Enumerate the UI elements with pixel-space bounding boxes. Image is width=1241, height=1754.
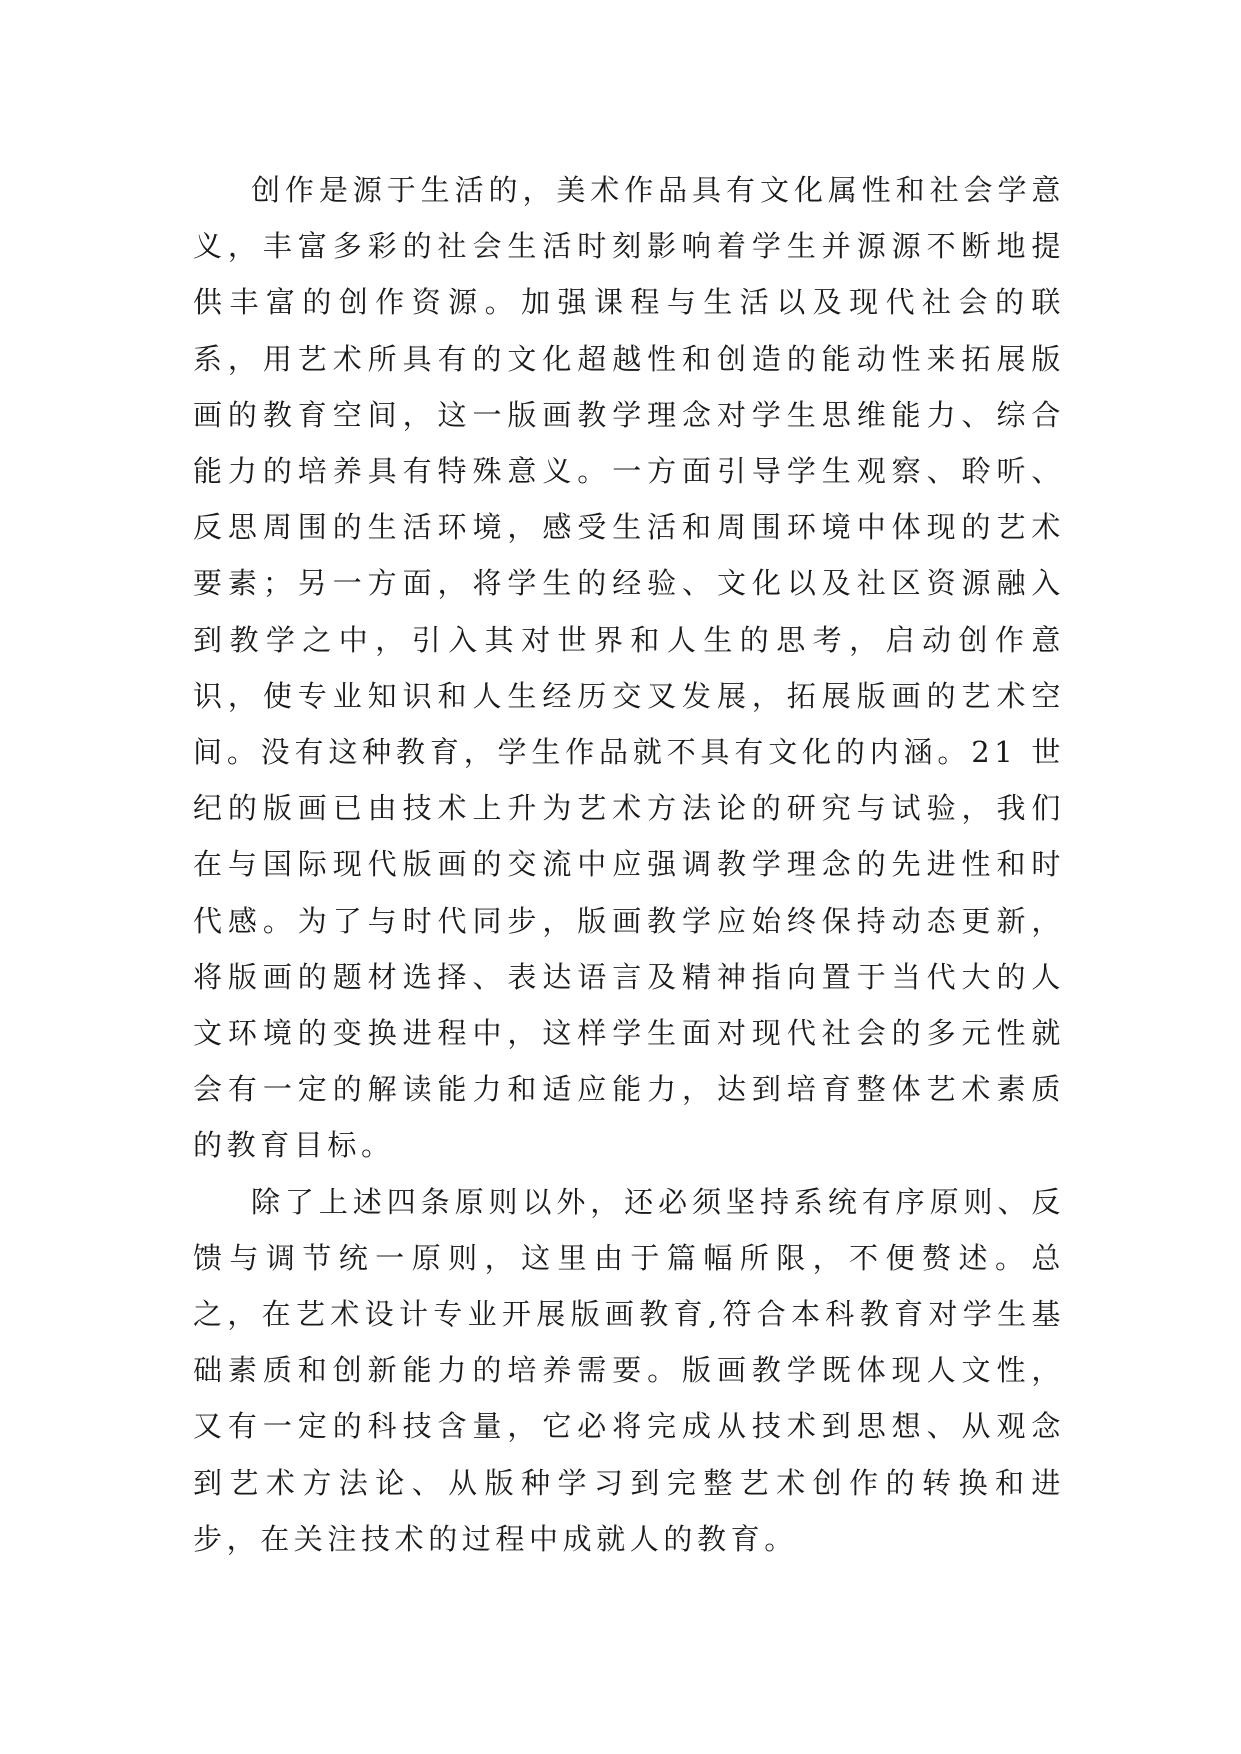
document-body [193,162,1065,1567]
paragraph-2: 除了上述四条原则以外，还必须坚持系统有序原则、反馈与调节统一原则，这里由于篇幅所限，不便赘述。总之，在艺术设计专业开展版画教育,符合本科教育对学生基础素质和创新能力的培养需要。版画教学既体现人文性，又有一定的科技含量，它必将完成从技术到思想、从观念到艺术方法论、从版种学习到完整艺术创作的转换和进步，在关注技术的过程中成就人的教育。 [193,1184,1065,1556]
paragraph-1: 创作是源于生活的，美术作品具有文化属性和社会学意义，丰富多彩的社会生活时刻影响着学生并源源不断地提供丰富的创作资源。加强课程与生活以及现代社会的联系，用艺术所具有的文化超越性和创造的能动性来拓展版画的教育空间，这一版画教学理念对学生思维能力、综合能力的培养具有特殊意义。一方面引导学生观察、聆听、反思周围的生活环境，感受生活和周围环境中体现的艺术要素；另一方面，将学生的经验、文化以及社区资源融入到教学之中，引入其对世界和人生的思考，启动创作意识，使专业知识和人生经历交叉发展，拓展版画的艺术空间。没有这种教育，学生作品就不具有文化的内涵。21 世纪的版画已由技术上升为艺术方法论的研究与试验，我们在与国际现代版画的交流中应强调教学理念的先进性和时代感。为了与时代同步，版画教学应始终保持动态更新，将版画的题材选择、表达语言及精神指向置于当代大的人文环境的变换进程中，这样学生面对现代社会的多元性就会有一定的解读能力和适应能力，达到培育整体艺术素质的教育目标。 [193,173,1065,1163]
